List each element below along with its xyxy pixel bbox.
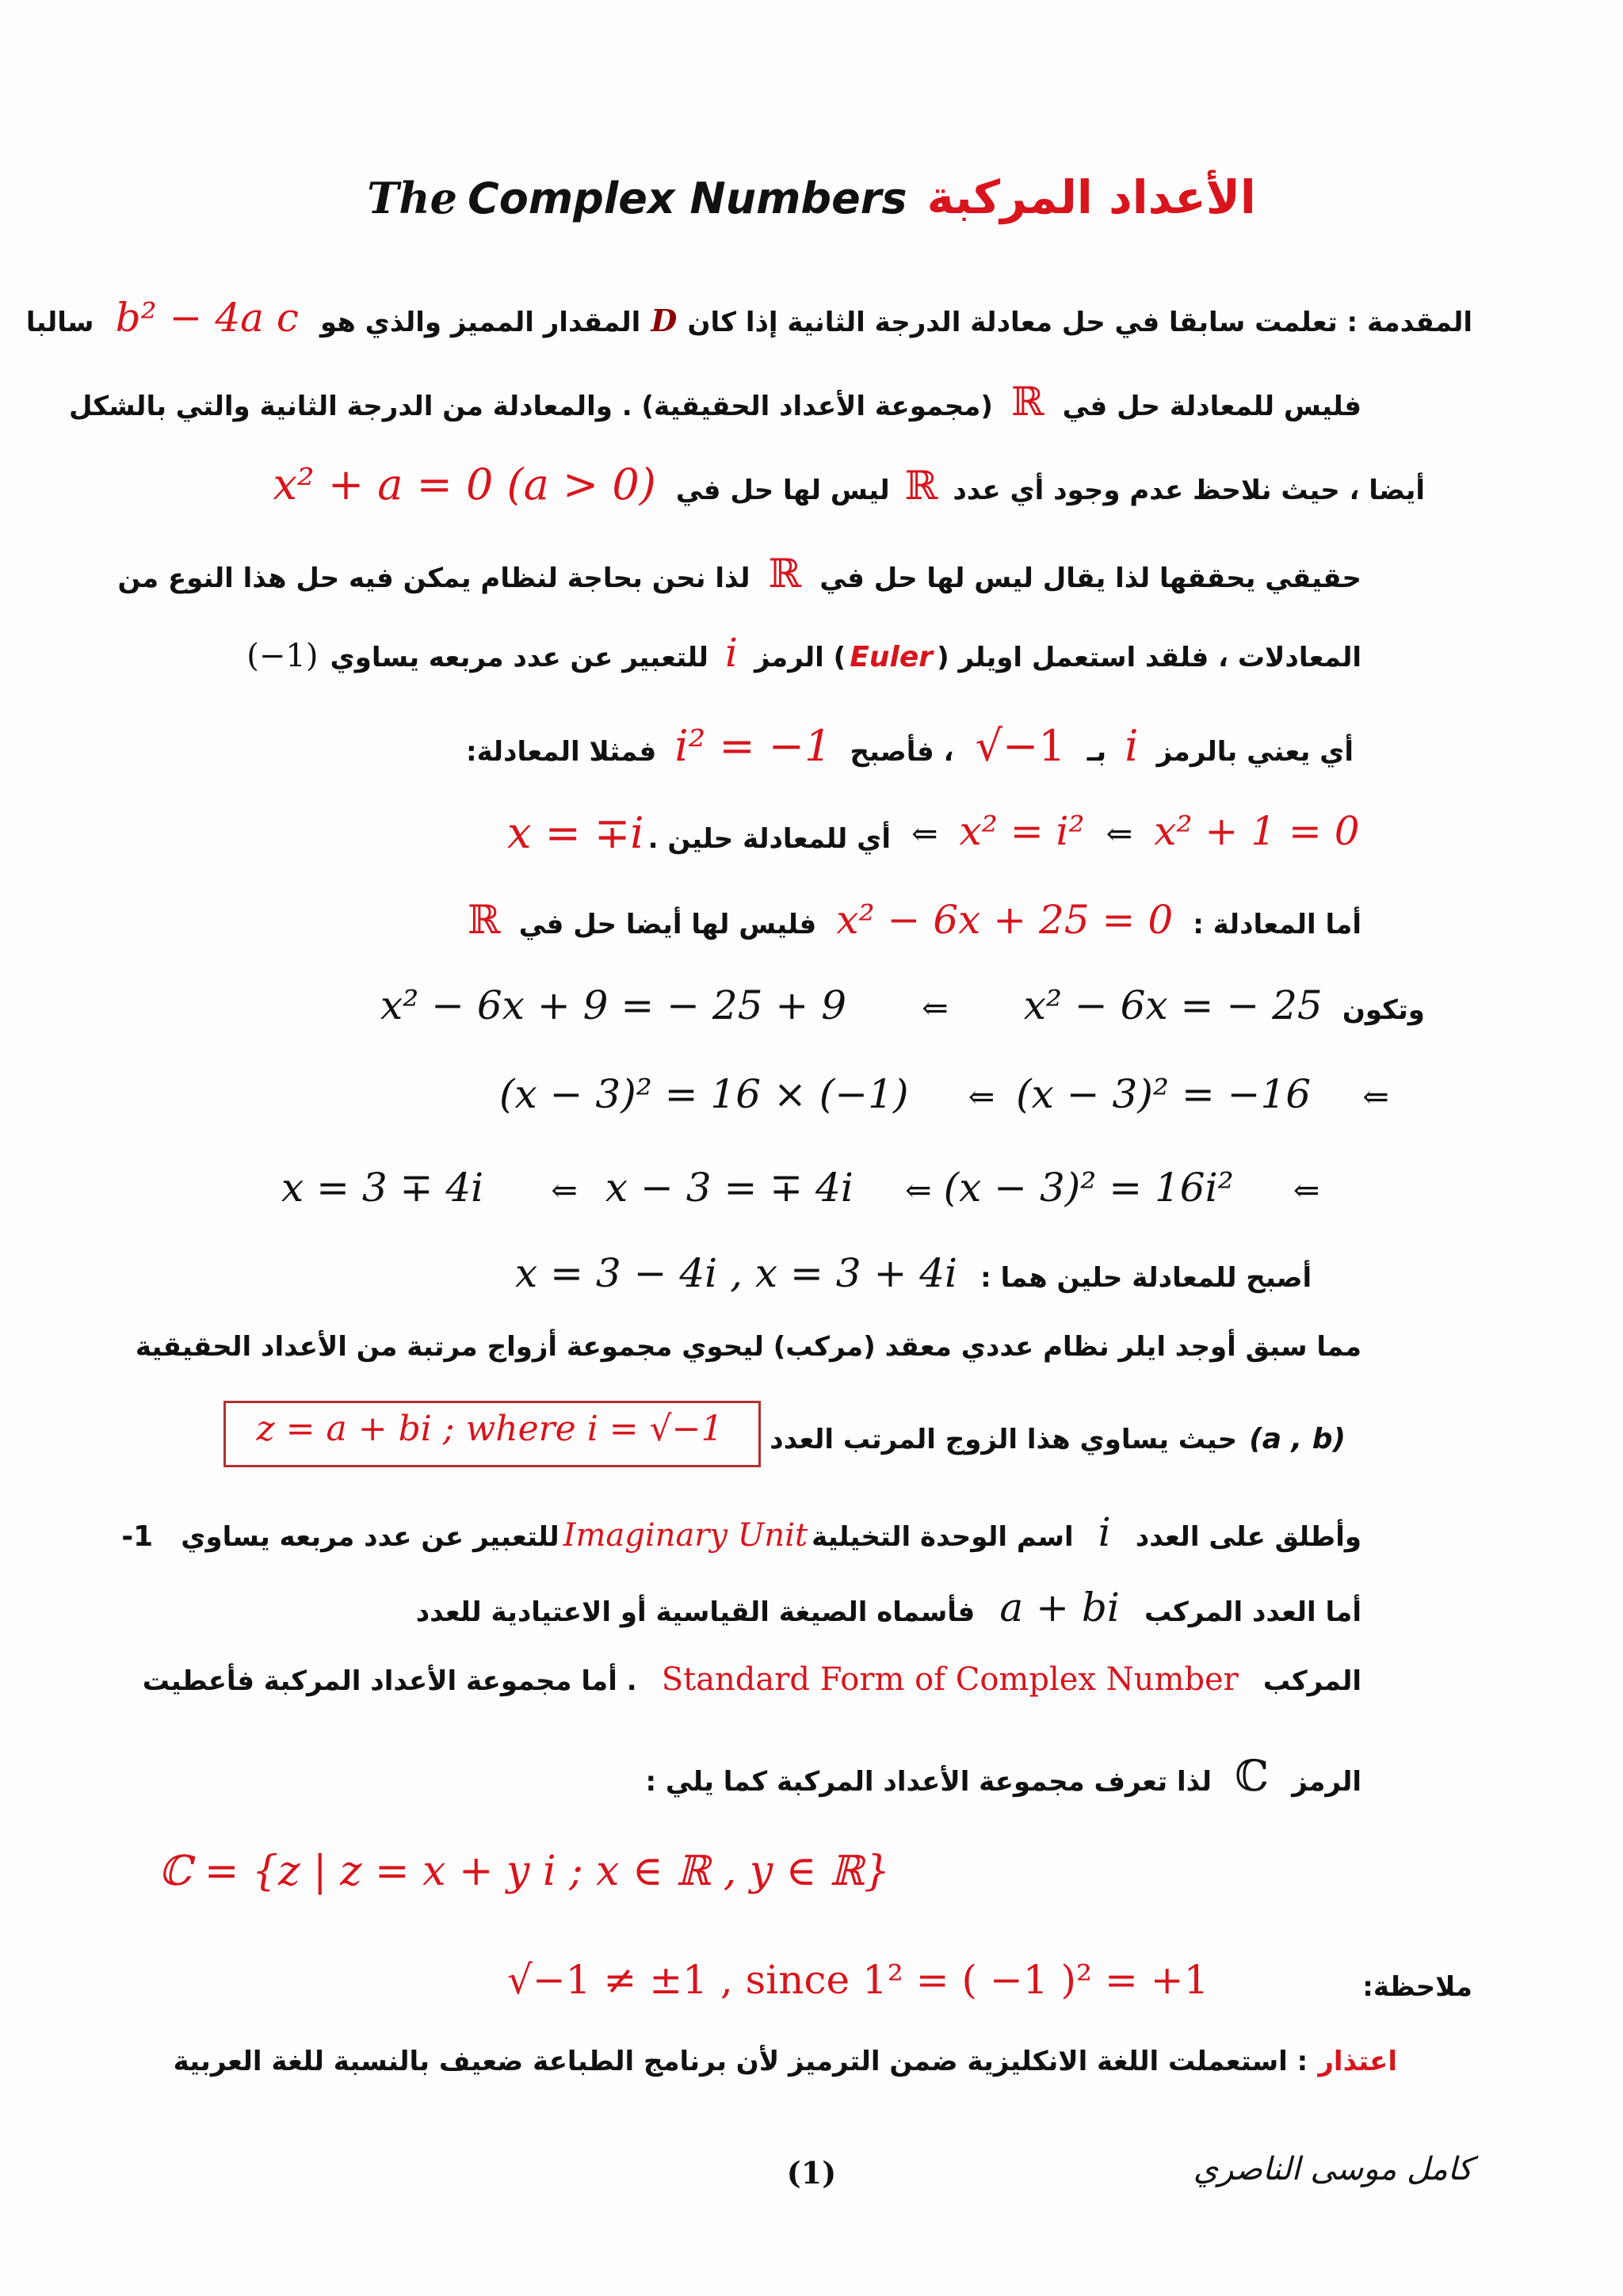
complex-definition: z = a + bi ; where i = √−1	[256, 1409, 724, 1449]
no-solution-text: ليس لها حل في	[675, 475, 890, 506]
apology-label: اعتذار	[1318, 2046, 1397, 2077]
i-squared-equation: i² = −1	[674, 721, 832, 771]
ordered-pair: (a , b)	[1249, 1423, 1346, 1455]
solutions-line	[515, 1250, 1312, 1296]
two-solutions-text: أي للمعادلة حلين .	[647, 823, 891, 855]
note-label-wrap	[1362, 1971, 1472, 2003]
standard-form-line-1	[416, 1585, 1361, 1630]
named-text: وأطلق على العدد	[1135, 1521, 1361, 1553]
real-set-symbol: ℝ	[904, 463, 938, 509]
euler-system-line	[136, 1331, 1361, 1363]
arrow-left-icon: ⇐	[922, 990, 949, 1027]
ordered-pair-text: حيث يساوي هذا الزوج المرتب العدد	[769, 1424, 1238, 1455]
note-label: ملاحظة:	[1362, 1971, 1472, 2003]
euler-name: Euler	[850, 641, 934, 673]
a-plus-bi: a + bi	[999, 1585, 1120, 1630]
step-line-2	[499, 1071, 1389, 1117]
step-line-3	[281, 1165, 1319, 1211]
standard-form-text: فأسماه الصيغة القياسية أو الاعتيادية للعدد	[415, 1596, 976, 1628]
title-arabic: الأعداد المركبة	[926, 170, 1256, 224]
minus-one: -1	[121, 1520, 154, 1553]
symbol-line	[645, 1751, 1361, 1801]
no-solution-text: فليس للمعادلة حل في	[1062, 391, 1361, 422]
solution-pm-i: x = ∓i	[507, 808, 644, 858]
page-title	[0, 170, 1623, 224]
arrow-left-icon: ⇐	[551, 1173, 578, 1209]
example-line-1-eqs	[911, 808, 1360, 854]
x-squared-equals-i-squared: x² = i²	[959, 808, 1085, 854]
imaginary-unit-english: Imaginary Unit	[563, 1517, 808, 1554]
intro-line-3	[258, 460, 1425, 509]
set-definition-line	[158, 1848, 890, 1895]
standard-form-line-2	[143, 1661, 1361, 1698]
system-text: لذا نحن بحاجة لنظام يمكن فيه حل هذا النوع من	[117, 563, 750, 594]
example-line-2	[453, 897, 1361, 943]
complex-word: المركب	[1262, 1665, 1361, 1697]
square-text: للتعبير عن عدد مربعه يساوي	[181, 1521, 559, 1553]
real-set-symbol: ℝ	[768, 551, 802, 597]
square-equals-16i-squared: (x − 3)² = 16i²	[943, 1165, 1234, 1211]
intro-line-2	[69, 379, 1361, 425]
definition-intro-text: لذا تعرف مجموعة الأعداد المركبة كما يلي :	[645, 1766, 1212, 1798]
symbol-word: الرمز	[1292, 1766, 1361, 1798]
euler-system-text: مما سبق أوجد ايلر نظام عددي معقد (مركب) ليحوي مجموعة أزواج مرتبة من الأعداد الحقيقية	[135, 1331, 1361, 1363]
example-line-1	[507, 808, 905, 858]
meaning-text: أي يعني بالرمز	[1156, 736, 1354, 768]
note-equation: √−1 ≠ ±1 , since 1² = ( −1 )² = +1	[507, 1957, 1209, 2003]
discriminant-formula: b² − 4a c	[115, 295, 299, 341]
definition-formula	[223, 1409, 756, 1449]
x-squared-plus-one: x² + 1 = 0	[1154, 808, 1360, 854]
negative-text: سالبا	[25, 307, 94, 338]
rearranged-step: x² − 6x = − 25	[1023, 982, 1323, 1028]
equation-label: أما المعادلة :	[1193, 909, 1361, 940]
imaginary-symbol: i	[724, 630, 738, 676]
note-line	[507, 1957, 1209, 2003]
title-english: Complex Numbers	[468, 174, 907, 223]
set-given-text: . أما مجموعة الأعداد المركبة فأعطيت	[142, 1665, 637, 1697]
arrow-left-icon: ⇐	[968, 1079, 995, 1116]
minus-one: (−1)	[246, 638, 319, 674]
square-equals-minus-sixteen: (x − 3)² = −16	[1016, 1071, 1312, 1117]
discriminant-symbol: D	[651, 303, 678, 338]
apology-line	[174, 2046, 1397, 2077]
satisfy-text: حقيقي يحققها لذا يقال ليس لها حل في	[819, 563, 1361, 594]
arrow-left-icon: ⇐	[904, 1173, 932, 1209]
imaginary-symbol: i	[1125, 721, 1139, 771]
square-times-minus-one: (x − 3)² = 16 × (−1)	[499, 1071, 909, 1117]
solutions-label: أصبح للمعادلة حلين هما :	[980, 1262, 1312, 1294]
became-text: ، فأصبح	[850, 736, 954, 768]
imaginary-unit-text: اسم الوحدة التخيلية	[812, 1521, 1074, 1553]
intro-line-1	[26, 295, 1472, 341]
symbol-text: ) الرمز	[754, 642, 846, 673]
arrow-left-icon: ⇐	[1293, 1173, 1320, 1209]
sqrt-minus-one: √−1	[975, 721, 1066, 771]
complex-number-text: أما العدد المركب	[1144, 1596, 1361, 1628]
real-set-symbol: ℝ	[1011, 379, 1044, 425]
final-solution: x = 3 ∓ 4i	[281, 1165, 484, 1211]
arrow-left-icon: ⇐	[1106, 816, 1133, 852]
arrow-left-icon: ⇐	[1362, 1079, 1389, 1116]
intro-line-4	[117, 551, 1361, 597]
complex-set-definition: ℂ = {z | z = x + y i ; x ∈ ℝ , y ∈ ℝ}	[158, 1848, 891, 1895]
two-complex-solutions: x = 3 − 4i , x = 3 + 4i	[515, 1250, 958, 1296]
intro-line-6	[466, 721, 1354, 771]
page-number-text: (1)	[786, 2155, 837, 2191]
by-text: بـ	[1086, 736, 1107, 768]
real-set-symbol: ℝ	[468, 897, 501, 943]
intro-line-5	[239, 630, 1361, 676]
square-text: للتعبير عن عدد مربعه يساوي	[330, 642, 708, 673]
standard-form-english: Standard Form of Complex Number	[661, 1661, 1239, 1698]
real-set-text: (مجموعة الأعداد الحقيقية) . والمعادلة من الدرجة الثانية والتي بالشكل	[68, 391, 993, 422]
imaginary-unit-line	[121, 1509, 1361, 1555]
apology-text: : استعملت اللغة الانكليزية ضمن الترميز لأن برنامج الطباعة ضعيف بالنسبة للغة العربية	[173, 2046, 1308, 2077]
discriminant-text: المقدار المميز والذي هو	[319, 307, 641, 338]
complex-set-symbol: ℂ	[1235, 1751, 1270, 1801]
no-solution-text: فليس لها أيضا حل في	[518, 909, 817, 940]
also-text: أيضا ، حيث نلاحظ عدم وجود أي عدد	[953, 475, 1425, 506]
root-step: x − 3 = ∓ 4i	[605, 1165, 854, 1211]
step-line-1	[380, 982, 1425, 1028]
intro-text: المقدمة : تعلمت سابقا في حل معادلة الدرجة الثانية إذا كان	[687, 307, 1472, 338]
imaginary-symbol: i	[1098, 1509, 1111, 1555]
complete-square-step: x² − 6x + 9 = − 25 + 9	[380, 982, 847, 1028]
example-text: فمثلا المعادلة:	[466, 736, 657, 768]
ordered-pair-line	[769, 1423, 1346, 1455]
signature-text: كامل موسى الناصري	[1193, 2151, 1472, 2187]
quadratic-equation: x² + a = 0 (a > 0)	[273, 460, 656, 509]
title-the: The	[367, 173, 457, 223]
euler-text: المعادلات ، فلقد استعمل اويلر (	[937, 642, 1361, 673]
arrow-left-icon: ⇐	[911, 816, 938, 852]
becomes-text: وتكون	[1342, 994, 1425, 1026]
author-signature	[1193, 2151, 1472, 2187]
quadratic-example: x² − 6x + 25 = 0	[836, 897, 1174, 943]
